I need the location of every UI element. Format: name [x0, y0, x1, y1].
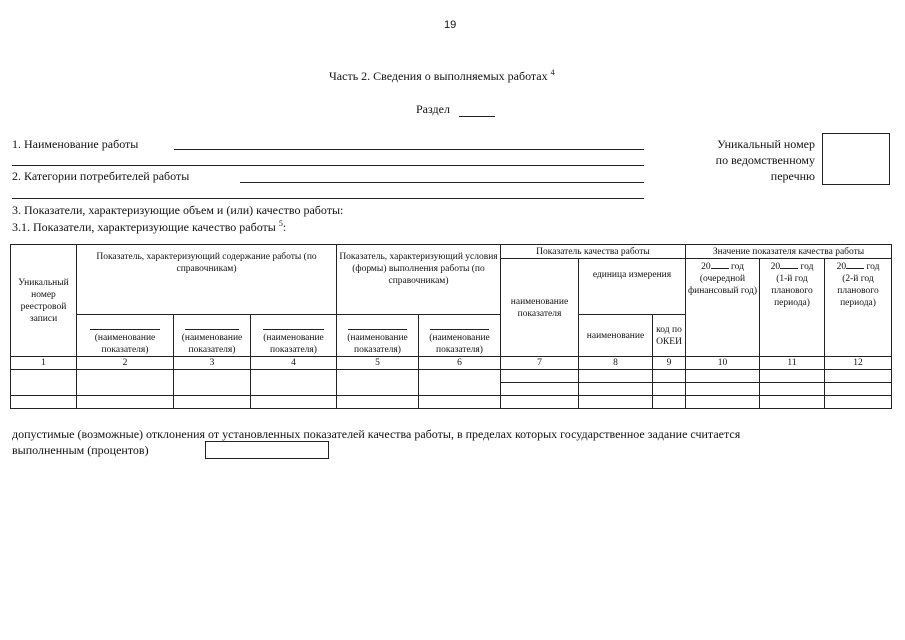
point31-footnote: 5 — [278, 219, 283, 228]
table-cell[interactable] — [579, 396, 653, 409]
registry-number-box[interactable] — [822, 133, 890, 185]
section-number-blank[interactable] — [459, 116, 495, 117]
header-conditions-indicator: Показатель, характеризующий условия (формы) выполнения работы (по справочникам) — [337, 245, 501, 315]
part-heading-footnote: 4 — [550, 68, 555, 77]
work-name-line-2[interactable] — [12, 165, 644, 166]
table-cell[interactable] — [419, 370, 501, 396]
point31-text: 3.1. Показатели, характеризующие качество работы — [12, 220, 276, 234]
point31-heading — [12, 220, 286, 235]
table-cell[interactable] — [419, 396, 501, 409]
column-number: 8 — [579, 357, 653, 370]
table-cell[interactable] — [251, 370, 337, 396]
content-indicator-2-blank[interactable] — [185, 329, 240, 330]
header-unit-code: код по ОКЕИ — [653, 315, 686, 357]
column-number: 3 — [174, 357, 251, 370]
content-indicator-3-blank[interactable] — [263, 329, 324, 330]
table-cell[interactable] — [501, 370, 579, 383]
deviation-percent-box[interactable] — [205, 441, 329, 459]
condition-indicator-2-blank[interactable] — [430, 329, 488, 330]
table-cell[interactable] — [174, 370, 251, 396]
table-cell[interactable] — [825, 370, 892, 383]
table-cell[interactable] — [579, 370, 653, 383]
year-2-caption — [761, 259, 823, 273]
point3-heading: 3. Показатели, характеризующие объем и (или) качество работы: — [12, 203, 344, 217]
content-indicator-2-name: (наименование показателя) — [181, 333, 243, 355]
year-3-desc: (2-й год планового периода) — [837, 274, 879, 308]
consumer-category-line[interactable] — [240, 182, 644, 183]
column-number: 7 — [501, 357, 579, 370]
registry-number-label — [700, 136, 815, 184]
table-cell[interactable] — [653, 396, 686, 409]
table-cell[interactable] — [337, 370, 419, 396]
condition-indicator-1-blank[interactable] — [348, 329, 406, 330]
column-number: 11 — [760, 357, 825, 370]
table-cell[interactable] — [174, 396, 251, 409]
condition-indicator-2-name: (наименование показателя) — [429, 333, 490, 355]
content-indicator-3-name: (наименование показателя) — [263, 333, 324, 355]
year-3-caption — [826, 259, 890, 273]
year-3-blank[interactable] — [846, 259, 864, 269]
table-cell[interactable] — [653, 370, 686, 383]
table-cell[interactable] — [653, 383, 686, 396]
header-unit: единица измерения — [579, 259, 686, 315]
header-year-2 — [760, 259, 825, 357]
part-heading-text: Часть 2. Сведения о выполняемых работах — [329, 69, 548, 83]
part-heading — [329, 69, 555, 84]
column-number: 4 — [251, 357, 337, 370]
table-cell[interactable] — [11, 396, 77, 409]
registry-label-line3: перечню — [770, 169, 815, 183]
year-1-blank[interactable] — [711, 259, 729, 269]
deviation-text-line2: выполненным (процентов) — [12, 443, 149, 457]
registry-label-line2: по ведомственному — [715, 153, 815, 167]
condition-indicator-1 — [337, 315, 419, 357]
content-indicator-2 — [174, 315, 251, 357]
column-number: 5 — [337, 357, 419, 370]
table-cell[interactable] — [686, 396, 760, 409]
table-cell[interactable] — [760, 370, 825, 383]
header-unique-record: Уникальный номер реестровой записи — [11, 245, 77, 357]
header-quality-indicator: Показатель качества работы — [501, 245, 686, 259]
column-numbers-row — [11, 357, 892, 370]
table-cell[interactable] — [686, 383, 760, 396]
registry-label-line1: Уникальный номер — [717, 137, 815, 151]
work-name-label: 1. Наименование работы — [12, 137, 139, 151]
year-1-prefix: 20 — [701, 262, 711, 272]
table-row — [11, 370, 892, 383]
year-3-word: год — [866, 262, 880, 272]
year-1-word: год — [730, 262, 744, 272]
column-number: 1 — [11, 357, 77, 370]
consumer-category-line-2[interactable] — [12, 198, 644, 199]
table-cell[interactable] — [760, 383, 825, 396]
header-year-3 — [825, 259, 892, 357]
table-cell[interactable] — [337, 396, 419, 409]
column-number: 6 — [419, 357, 501, 370]
table-cell[interactable] — [11, 370, 77, 396]
content-indicator-1-name: (наименование показателя) — [94, 333, 156, 355]
year-1-caption — [687, 259, 758, 273]
content-indicator-3 — [251, 315, 337, 357]
year-2-blank[interactable] — [780, 259, 798, 269]
table-cell[interactable] — [501, 383, 579, 396]
deviation-text-line1: допустимые (возможные) отклонения от установленных показателей качества работы, в пределах которых государственное задание считается — [12, 427, 741, 441]
year-2-desc: (1-й год планового периода) — [771, 274, 813, 308]
header-unit-name: наименование — [579, 315, 653, 357]
page-number: 19 — [444, 19, 457, 31]
table-cell[interactable] — [825, 396, 892, 409]
header-quality-value: Значение показателя качества работы — [686, 245, 892, 259]
table-cell[interactable] — [579, 383, 653, 396]
header-year-1 — [686, 259, 760, 357]
year-2-prefix: 20 — [770, 262, 781, 272]
table-cell[interactable] — [77, 370, 174, 396]
table-cell[interactable] — [251, 396, 337, 409]
table-cell[interactable] — [686, 370, 760, 383]
table-cell[interactable] — [77, 396, 174, 409]
column-number: 9 — [653, 357, 686, 370]
year-2-word: год — [800, 262, 814, 272]
year-1-desc: (очередной финансовый год) — [687, 274, 758, 296]
content-indicator-1 — [77, 315, 174, 357]
work-name-line[interactable] — [174, 149, 644, 150]
column-number: 10 — [686, 357, 760, 370]
content-indicator-1-blank[interactable] — [90, 329, 160, 330]
header-content-indicator: Показатель, характеризующий содержание работы (по справочникам) — [77, 245, 337, 315]
quality-indicators-table — [10, 244, 892, 409]
column-number: 2 — [77, 357, 174, 370]
section-label: Раздел — [416, 102, 450, 116]
table-cell[interactable] — [760, 396, 825, 409]
point31-suffix: : — [282, 220, 287, 234]
consumer-category-label: 2. Категории потребителей работы — [12, 169, 190, 183]
condition-indicator-1-name: (наименование показателя) — [347, 333, 408, 355]
table-cell[interactable] — [825, 383, 892, 396]
table-cell[interactable] — [501, 396, 579, 409]
table-row — [11, 396, 892, 409]
column-number: 12 — [825, 357, 892, 370]
header-indicator-name: наименование показателя — [501, 259, 579, 357]
condition-indicator-2 — [419, 315, 501, 357]
year-3-prefix: 20 — [836, 262, 847, 272]
